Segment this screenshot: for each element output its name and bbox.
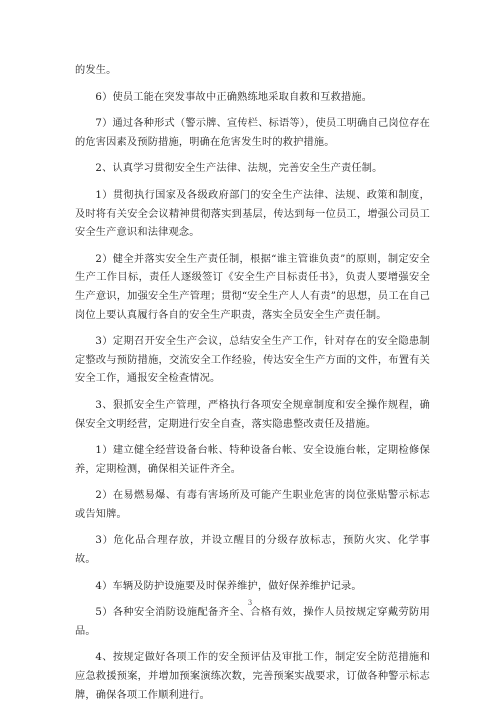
paragraph-item-7: 7）通过各种形式（警示牌、宣传栏、标语等），使员工明确自己岗位存在的危害因素及预防措施，明确在危害发生时的救护措施。 <box>75 118 430 148</box>
paragraph-2-3: 3）定期召开安全生产会议，总结安全生产工作，针对存在的安全隐患制定整改与预防措施，交流安全工作经验，传达安全生产方面的文件，布置有关安全工作，通报安全检查情况。 <box>75 336 430 385</box>
page-number: 3 <box>247 599 253 607</box>
paragraph-continuation: 的发生。 <box>75 65 117 76</box>
paragraph-3-4: 4）车辆及防护设施要及时保养维护，做好保养维护记录。 <box>95 580 362 592</box>
paragraph-2-2: 2）健全并落实安全生产责任制，根据“谁主管谁负责”的原则，制定安全生产工作目标，责任人逐级签订《安全生产目标责任书》，负责人要增强安全生产意识，加强安全生产管理；贯彻“安全生产人人有责”的思想，员工在自己岗位上要认真履行各自的安全生产职责，落实全员安全生产责任制。 <box>75 253 430 321</box>
paragraph-3-3: 3）危化品合理存放，并设立醒目的分级存放标志，预防火灾、化学事故。 <box>75 535 430 566</box>
section-heading-4: 4、按规定做好各项工作的安全预评估及审批工作，制定安全防范措施和应急救援预案，并增加预案演练次数，完善预案实战要求，订做各种警示标志牌，确保各项工作顺利进行。 <box>75 652 430 701</box>
paragraph-3-2: 2）在易燃易爆、有毒有害场所及可能产生职业危害的岗位张贴警示标志或告知牌。 <box>75 490 430 520</box>
paragraph-3-5: 5）各种安全消防设施配备齐全、合格有效，操作人员按规定穿戴劳防用品。 <box>75 607 430 637</box>
section-heading-3: 3、狠抓安全生产管理，严格执行各项安全规章制度和安全操作规程，确保安全文明经营，定期进行安全自查，落实隐患整改责任及措施。 <box>75 399 430 430</box>
document-body <box>75 62 430 705</box>
paragraph-item-6: 6）使员工能在突发事故中正确熟练地采取自救和互救措施。 <box>95 91 373 103</box>
section-heading-2: 2、认真学习贯彻安全生产法律、法规，完善安全生产责任制。 <box>95 163 383 175</box>
paragraph-3-1: 1）建立健全经营设备台帐、特种设备台帐、安全设施台帐，定期检修保养，定期检测，确保相关证件齐全。 <box>75 445 430 475</box>
paragraph-2-1: 1）贯彻执行国家及各级政府部门的安全生产法律、法规、政策和制度，及时将有关安全会议精神贯彻落实到基层，传达到每一位员工，增强公司员工安全生产意识和法律观念。 <box>75 189 430 239</box>
